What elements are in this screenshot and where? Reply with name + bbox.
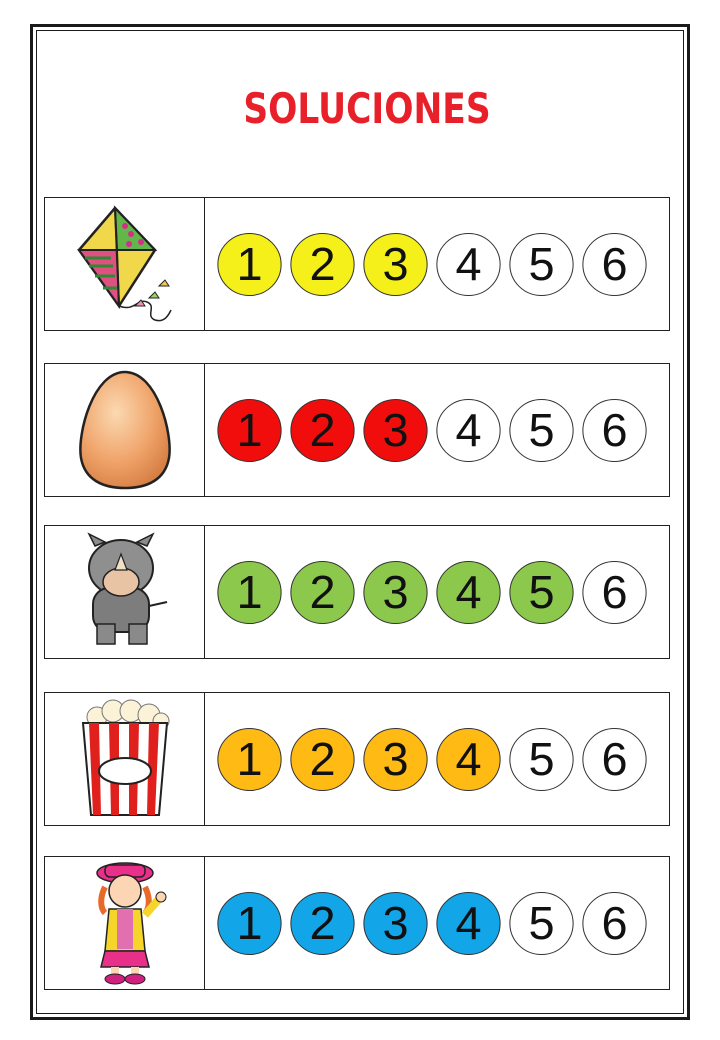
number-circle[interactable]: 1 <box>217 728 281 791</box>
picture-cell <box>45 693 205 825</box>
picture-cell <box>45 526 205 658</box>
number-circle[interactable]: 3 <box>363 892 427 955</box>
page-title: SOLUCIONES <box>243 84 491 133</box>
exercise-row-egg <box>44 363 670 497</box>
number-circle[interactable]: 3 <box>363 728 427 791</box>
number-circle[interactable]: 4 <box>436 892 500 955</box>
number-circles <box>205 526 669 658</box>
exercise-row-kite <box>44 197 670 331</box>
number-circle[interactable]: 2 <box>290 399 354 462</box>
number-circle[interactable]: 4 <box>436 233 500 296</box>
number-circle[interactable]: 2 <box>290 561 354 624</box>
number-circle[interactable]: 2 <box>290 728 354 791</box>
picture-cell <box>45 857 205 989</box>
number-circle[interactable]: 5 <box>509 728 573 791</box>
number-circle[interactable]: 3 <box>363 399 427 462</box>
number-circle[interactable]: 4 <box>436 399 500 462</box>
number-circle[interactable]: 1 <box>217 561 281 624</box>
number-circle[interactable]: 3 <box>363 561 427 624</box>
exercise-row-girl <box>44 856 670 990</box>
number-circle[interactable]: 1 <box>217 399 281 462</box>
girl-icon <box>75 859 175 987</box>
number-circle[interactable]: 6 <box>582 561 646 624</box>
rhino-icon <box>75 530 175 654</box>
number-circle[interactable]: 4 <box>436 728 500 791</box>
number-circle[interactable]: 6 <box>582 233 646 296</box>
number-circle[interactable]: 5 <box>509 561 573 624</box>
egg-icon <box>75 368 175 492</box>
kite-icon <box>75 202 175 326</box>
number-circle[interactable]: 1 <box>217 233 281 296</box>
number-circle[interactable]: 4 <box>436 561 500 624</box>
number-circle[interactable]: 5 <box>509 399 573 462</box>
number-circle[interactable]: 2 <box>290 233 354 296</box>
number-circles <box>205 857 669 989</box>
number-circle[interactable]: 5 <box>509 233 573 296</box>
number-circles <box>205 693 669 825</box>
number-circle[interactable]: 6 <box>582 892 646 955</box>
number-circles <box>205 198 669 330</box>
number-circles <box>205 364 669 496</box>
exercise-row-rhino <box>44 525 670 659</box>
exercise-row-popcorn <box>44 692 670 826</box>
popcorn-icon <box>75 697 175 821</box>
picture-cell <box>45 364 205 496</box>
number-circle[interactable]: 6 <box>582 399 646 462</box>
number-circle[interactable]: 5 <box>509 892 573 955</box>
picture-cell <box>45 198 205 330</box>
number-circle[interactable]: 1 <box>217 892 281 955</box>
number-circle[interactable]: 3 <box>363 233 427 296</box>
number-circle[interactable]: 6 <box>582 728 646 791</box>
number-circle[interactable]: 2 <box>290 892 354 955</box>
